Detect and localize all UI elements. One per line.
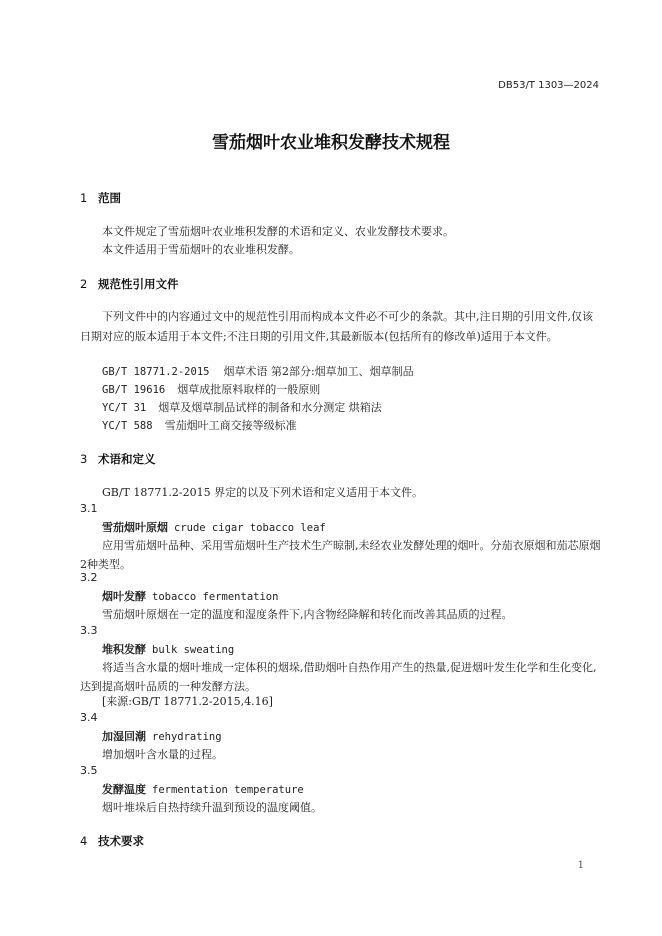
- section-number: 2: [80, 277, 88, 291]
- term-source: [来源:GB/T 18771.2-2015,4.16]: [102, 695, 273, 708]
- section-3-intro: GB/T 18771.2-2015 界定的以及下列术语和定义适用于本文件。: [102, 486, 424, 499]
- section-1-paragraph-2: 本文件适用于雪茄烟叶的农业堆积发酵。: [102, 243, 300, 256]
- section-2-heading: [80, 276, 179, 292]
- term-zh: 堆积发酵: [102, 643, 146, 656]
- section-3-heading: [80, 451, 156, 467]
- term-zh: 加湿回潮: [102, 730, 146, 743]
- section-2-paragraph: 下列文件中的内容通过文中的规范性引用而构成本文件必不可少的条款。其中,注日期的引用文件,仅该日期对应的版本适用于本文件;不注日期的引用文件,其最新版本(包括所有的修改单)适用于本文件。: [80, 310, 593, 343]
- term-heading: [102, 519, 326, 535]
- reference-item: [102, 416, 297, 436]
- reference-title: 雪茄烟叶工商交接等级标准: [164, 419, 297, 432]
- reference-item: [102, 398, 382, 418]
- term-definition: 雪茄烟叶原烟在一定的温度和湿度条件下,内含物经降解和转化而改善其品质的过程。: [102, 608, 513, 621]
- section-1-heading: [80, 190, 121, 206]
- section-number: 4: [80, 834, 88, 848]
- term-heading: [102, 641, 234, 657]
- term-zh: 雪茄烟叶原烟: [102, 521, 168, 534]
- section-title: 技术要求: [98, 834, 144, 848]
- reference-title: 烟草术语 第2部分:烟草加工、烟草制品: [223, 365, 414, 378]
- term-number: 3.2: [80, 571, 98, 584]
- term-number: 3.5: [80, 764, 98, 777]
- term-en: rehydrating: [152, 731, 222, 743]
- reference-item: [102, 380, 320, 400]
- reference-code: GB/T 19616: [102, 384, 166, 396]
- term-en: bulk sweating: [152, 644, 235, 656]
- term-number: 3.1: [80, 502, 98, 515]
- term-definition: 应用雪茄烟叶品种、采用雪茄烟叶生产技术生产晾制,未经农业发酵处理的烟叶。分茄衣原烟和茄芯原烟2种类型。: [80, 539, 601, 571]
- section-number: 1: [80, 191, 88, 205]
- section-number: 3: [80, 452, 88, 466]
- reference-title: 烟草成批原料取样的一般原则: [177, 383, 321, 396]
- section-title: 规范性引用文件: [98, 277, 179, 291]
- term-number: 3.4: [80, 711, 98, 724]
- term-definition: 增加烟叶含水量的过程。: [102, 748, 223, 761]
- term-definition: 将适当含水量的烟叶堆成一定体积的烟垛,借助烟叶自热作用产生的热量,促进烟叶发生化学和生化变化,达到提高烟叶品质的一种发酵方法。: [80, 661, 597, 693]
- term-zh: 烟叶发酵: [102, 590, 146, 603]
- section-4-heading: [80, 833, 144, 849]
- term-heading: [102, 728, 222, 744]
- reference-code: GB/T 18771.2-2015: [102, 366, 210, 378]
- page-number: 1: [577, 860, 584, 871]
- term-en: crude cigar tobacco leaf: [174, 522, 326, 534]
- section-title: 范围: [98, 191, 121, 205]
- document-title: 雪茄烟叶农业堆积发酵技术规程: [212, 133, 450, 153]
- term-definition: 烟叶堆垛后自热持续升温到预设的温度阈值。: [102, 801, 322, 814]
- reference-title: 烟草及烟草制品试样的制备和水分测定 烘箱法: [158, 401, 382, 414]
- reference-item: [102, 362, 414, 382]
- term-zh: 发酵温度: [102, 783, 146, 796]
- term-heading: [102, 588, 278, 604]
- document-code: DB53/T 1303—2024: [498, 80, 599, 91]
- term-heading: [102, 781, 304, 797]
- term-en: fermentation temperature: [152, 784, 304, 796]
- section-title: 术语和定义: [98, 452, 156, 466]
- term-en: tobacco fermentation: [152, 591, 279, 603]
- reference-code: YC/T 588: [102, 420, 153, 432]
- term-number: 3.3: [80, 624, 98, 637]
- section-1-paragraph-1: 本文件规定了雪茄烟叶农业堆积发酵的术语和定义、农业发酵技术要求。: [102, 225, 454, 238]
- reference-code: YC/T 31: [102, 402, 147, 414]
